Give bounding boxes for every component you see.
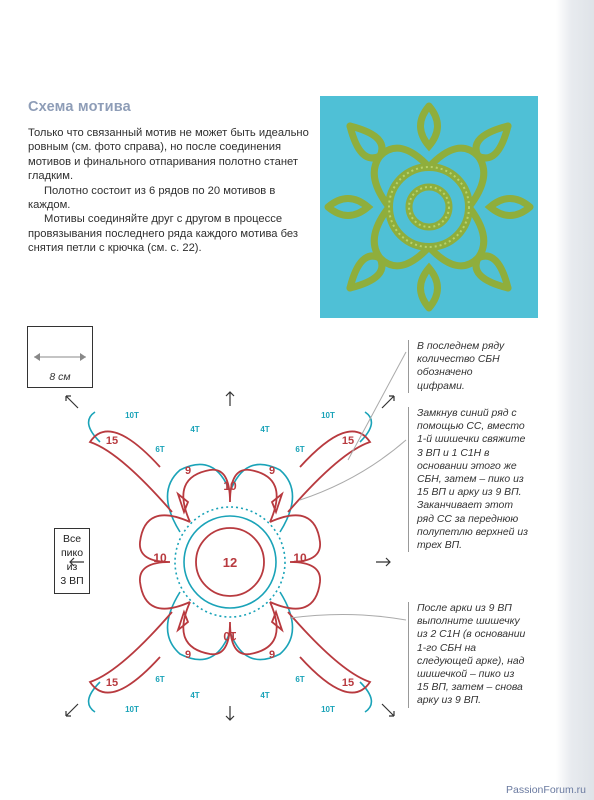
pico-label: 6Т	[155, 445, 165, 454]
motif-photo	[320, 96, 538, 318]
crochet-chart	[60, 382, 400, 730]
arrow-up-icon	[226, 392, 234, 406]
page-edge-strip	[556, 0, 594, 800]
pico-legend-line: Все	[62, 533, 82, 545]
pico-label: 10Т	[125, 411, 139, 420]
leaf-count: 15	[105, 435, 119, 447]
pico-legend-line: 3 ВП	[60, 575, 84, 587]
pico-label: 4Т	[260, 425, 270, 434]
arrow-down-icon	[226, 706, 234, 720]
pico-label: 10Т	[321, 411, 335, 420]
petal-count-top: 10	[223, 479, 237, 493]
diagonal-arrow-icon	[66, 704, 78, 716]
top-petal	[183, 470, 276, 522]
intro-paragraph-1: Только что связанный мотив не может быть идеально ровным (см. фото справа), но после соединения мотивов и финального отпаривания полотно станет гладким.	[28, 127, 309, 183]
note-after-arc: После арки из 9 ВП выполните шишечку из 2 С1Н (в основании 1-го СБН на следующей арке), над шишечкой – пико из 15 ВП, затем – снова арку из 9 ВП.	[408, 602, 528, 708]
motif-size-box	[27, 326, 93, 388]
pico-legend-line: пико	[60, 547, 84, 559]
leaf-count: 15	[341, 435, 355, 447]
petal-count-bottom: 10	[223, 629, 237, 643]
motif-size-label: 8 см	[49, 371, 71, 383]
bottom-petal	[183, 602, 276, 654]
pico-label: 6Т	[295, 675, 305, 684]
arrow-left-icon	[70, 558, 84, 566]
diagonal-arrow-icon	[382, 396, 394, 408]
diagonal-arrow-icon	[66, 396, 78, 408]
arc-count: 9	[268, 649, 276, 661]
intro-text	[28, 126, 310, 256]
arc-count: 9	[268, 465, 276, 477]
diagonal-arrow-icon	[382, 704, 394, 716]
pico-label: 10Т	[321, 705, 335, 714]
note-row-count: В последнем ряду количество СБН обозначено цифрами.	[408, 340, 516, 393]
note-close-row: Замкнув синий ряд с помощью СС, вместо 1-й шишечки свяжите 3 ВП и 1 С1Н в основании этого же СБН, затем – пико из 15 ВП и арку из 9 ВП. Заканчивает этот ряд СС за переднюю полупетлю верхней из трех ВП.	[408, 407, 528, 552]
arrow-right-icon	[376, 558, 390, 566]
leaf-top-right	[288, 431, 370, 512]
pico-label: 6Т	[295, 445, 305, 454]
petal-count-right: 10	[293, 551, 307, 565]
pico-label: 4Т	[260, 691, 270, 700]
pico-label: 10Т	[125, 705, 139, 714]
petal-count-left: 10	[153, 551, 167, 565]
leaf-count: 15	[341, 677, 355, 689]
crochet-motif-image	[320, 96, 538, 318]
arc-count: 9	[184, 649, 192, 661]
leaf-top-left	[90, 431, 172, 512]
intro-paragraph-3: Мотивы соединяйте друг с другом в процессе провязывания последнего ряда каждого мотива без снятия петли с крючка (см. с. 22).	[28, 213, 299, 255]
page-title: Схема мотива	[28, 99, 131, 115]
center-count: 12	[222, 555, 238, 570]
pico-label: 4Т	[190, 691, 200, 700]
pico-label: 4Т	[190, 425, 200, 434]
watermark: PassionForum.ru	[506, 784, 586, 796]
arc-count: 9	[184, 465, 192, 477]
leaf-count: 15	[105, 677, 119, 689]
pico-label: 6Т	[155, 675, 165, 684]
pico-legend-line: из	[66, 561, 78, 573]
intro-paragraph-2: Полотно состоит из 6 рядов по 20 мотивов в каждом.	[28, 184, 276, 212]
